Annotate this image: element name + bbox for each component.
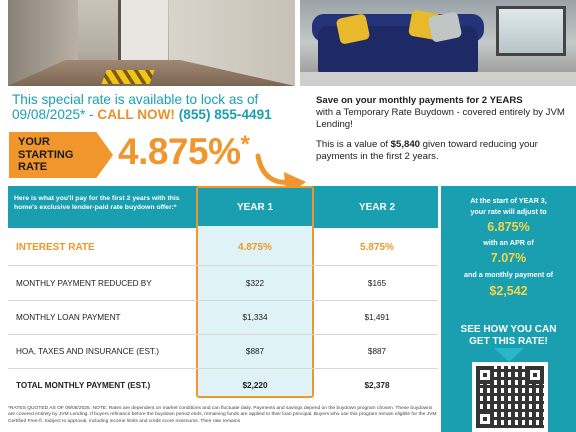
savings-value-post: given toward reducing your payments in the first 2 years. [316, 139, 538, 162]
qr-finder [476, 410, 494, 428]
sidebar-apr: 7.07% [490, 251, 527, 265]
sidebar-apr-label: with an APR of [483, 238, 534, 247]
savings-value: $5,840 [390, 139, 420, 150]
table-intro: Here is what you'll pay for the first 2 years with this home's exclusive lender-paid rate buydown offer:* [14, 195, 180, 211]
rate-asterisk: * [240, 131, 250, 158]
cell-year2-interest-rate: 5.875% [360, 242, 394, 253]
row-label-hoa-taxes: HOA, TAXES AND INSURANCE (EST.) [16, 347, 160, 356]
row-label-loan-payment: MONTHLY LOAN PAYMENT [16, 313, 121, 322]
row-divider [8, 368, 438, 369]
cell-year2-loan-payment: $1,491 [364, 313, 390, 322]
special-rate-headline [12, 92, 297, 122]
disclaimer-footnote: *RATES QUOTED AS OF 09/08/2025. NOTE: Rates are dependent on market conditions and can fluctuate daily. Payments and savings depend on the buydown program chosen. These buydowns are covered entirely by JVM Lending. If buyers refinance before the buydown period ends, remaining funds are applied to their loan principal. Buyers who use this program remain eligible for the JVM Certified Free-fi. Subject to approval, including income limits and credit score minimums. Their rate remains [8, 406, 437, 424]
savings-value-pre: This is a value of [316, 139, 391, 150]
row-divider [8, 334, 438, 335]
headline-separator: - [85, 107, 98, 122]
savings-rest: with a Temporary Rate Buydown - covered entirely by JVM Lending! [316, 107, 565, 130]
row-label-interest-rate: INTEREST RATE [16, 242, 95, 253]
floor-rug [300, 72, 576, 86]
living-room-photo [300, 0, 576, 86]
starting-rate-value [118, 131, 249, 173]
cell-year2-total: $2,378 [364, 381, 390, 390]
hallway-photo [8, 0, 295, 86]
row-label-payment-reduced: MONTHLY PAYMENT REDUCED BY [16, 279, 152, 288]
savings-bold: Save on your monthly payments for 2 YEARS [316, 95, 523, 106]
qr-finder [526, 366, 544, 384]
savings-description [316, 95, 570, 163]
cell-year1-interest-rate: 4.875% [238, 242, 272, 253]
headline-text: This special rate is available to lock as of [12, 92, 259, 107]
row-divider [8, 265, 438, 266]
cell-year1-loan-payment: $1,334 [242, 313, 268, 322]
cell-year1-payment-reduced: $322 [245, 279, 265, 288]
cell-year1-hoa-taxes: $887 [245, 347, 265, 356]
sidebar-rate3: 6.875% [487, 220, 530, 234]
cell-year2-hoa-taxes: $887 [367, 347, 387, 356]
sidebar-line2: your rate will adjust to [470, 207, 547, 216]
headline-date: 09/08/2025* [12, 107, 86, 122]
hallway-door [118, 0, 168, 70]
year1-header: YEAR 1 [198, 188, 312, 226]
sidebar-payment-label: and a monthly payment of [463, 270, 554, 279]
sidebar-line1: At the start of YEAR 3, [470, 196, 547, 205]
qr-pattern [476, 366, 544, 428]
phone-number[interactable]: (855) 855-4491 [178, 107, 272, 122]
window [496, 6, 566, 56]
cell-year2-payment-reduced: $165 [367, 279, 387, 288]
rate-number: 4.875% [118, 131, 241, 172]
row-label-total: TOTAL MONTHLY PAYMENT (EST.) [16, 381, 151, 390]
qr-code[interactable] [472, 362, 548, 432]
qr-finder [476, 366, 494, 384]
row-divider [8, 300, 438, 301]
starting-rate-label: YOUR STARTING RATE [18, 136, 74, 173]
sidebar-payment: $2,542 [489, 284, 528, 298]
hallway-rug [101, 70, 154, 84]
call-now-text: CALL NOW! [97, 107, 175, 122]
cell-year1-total: $2,220 [242, 381, 268, 390]
year2-header: YEAR 2 [318, 186, 436, 228]
get-this-rate-cta[interactable]: SEE HOW YOU CAN GET THIS RATE! [460, 324, 557, 347]
